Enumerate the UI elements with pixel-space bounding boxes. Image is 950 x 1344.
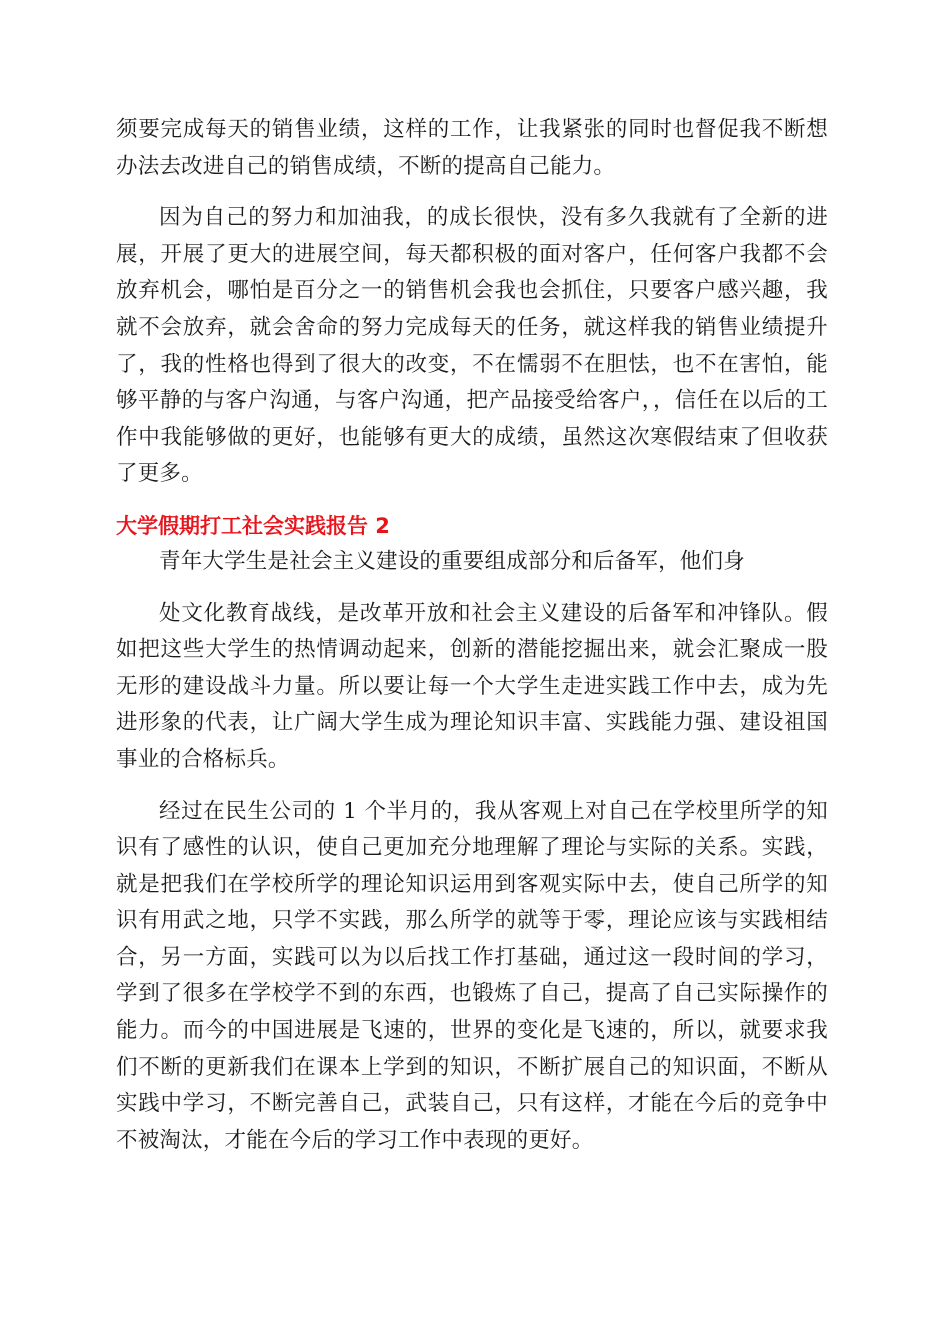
- paragraph-gap: [116, 779, 828, 794]
- paragraph-students-role: 处文化教育战线，是改革开放和社会主义建设的后备军和冲锋队。假如把这些大学生的热情调动起来，创新的潜能挖掘出来，就会汇聚成一股无形的建设战斗力量。所以要让每一个大学生走进实践工作中去，成为先进形象的代表，让广阔大学生成为理论知识丰富、实践能力强、建设祖国事业的合格标兵。: [116, 600, 828, 772]
- paragraph-gap: [116, 493, 828, 508]
- paragraph-intro: 青年大学生是社会主义建设的重要组成部分和后备军，他们身: [159, 548, 745, 574]
- paragraph-gap: [116, 185, 828, 200]
- document-page: [116, 112, 828, 1159]
- section-heading: 大学假期打工社会实践报告 2: [116, 513, 390, 538]
- paragraph-gap: [116, 581, 828, 596]
- paragraph-continuation: 须要完成每天的销售业绩，这样的工作，让我紧张的同时也督促我不断想办法去改进自己的销售成绩，不断的提高自己能力。: [116, 117, 828, 179]
- paragraph-sales-growth: 因为自己的努力和加油我，的成长很快，没有多久我就有了全新的进展，开展了更大的进展空间，每天都积极的面对客户，任何客户我都不会放弃机会，哪怕是百分之一的销售机会我也会抓住，只要客户感兴趣，我就不会放弃，就会舍命的努力完成每天的任务，就这样我的销售业绩提升了，我的性格也得到了很大的改变，不在懦弱不在胆怯，也不在害怕，能够平静的与客户沟通，与客户沟通，把产品接受给客户，，信任在以后的工作中我能够做的更好，也能够有更大的成绩，虽然这次寒假结束了但收获了更多。: [116, 205, 828, 487]
- paragraph-practice-experience: 经过在民生公司的 1 个半月的，我从客观上对自己在学校里所学的知识有了感性的认识，使自己更加充分地理解了理论与实际的关系。实践，就是把我们在学校所学的理论知识运用到客观实际中去，使自己所学的知识有用武之地，只学不实践，那么所学的就等于零，理论应该与实践相结合，另一方面，实践可以为以后找工作打基础，通过这一段时间的学习，学到了很多在学校学不到的东西，也锻炼了自己，提高了自己实际操作的能力。而今的中国进展是飞速的，世界的变化是飞速的，所以，就要求我们不断的更新我们在课本上学到的知识，不断扩展自己的知识面，不断从实践中学习，不断完善自己，武装自己，只有这样，才能在今后的竞争中不被淘汰，才能在今后的学习工作中表现的更好。: [116, 798, 828, 1153]
